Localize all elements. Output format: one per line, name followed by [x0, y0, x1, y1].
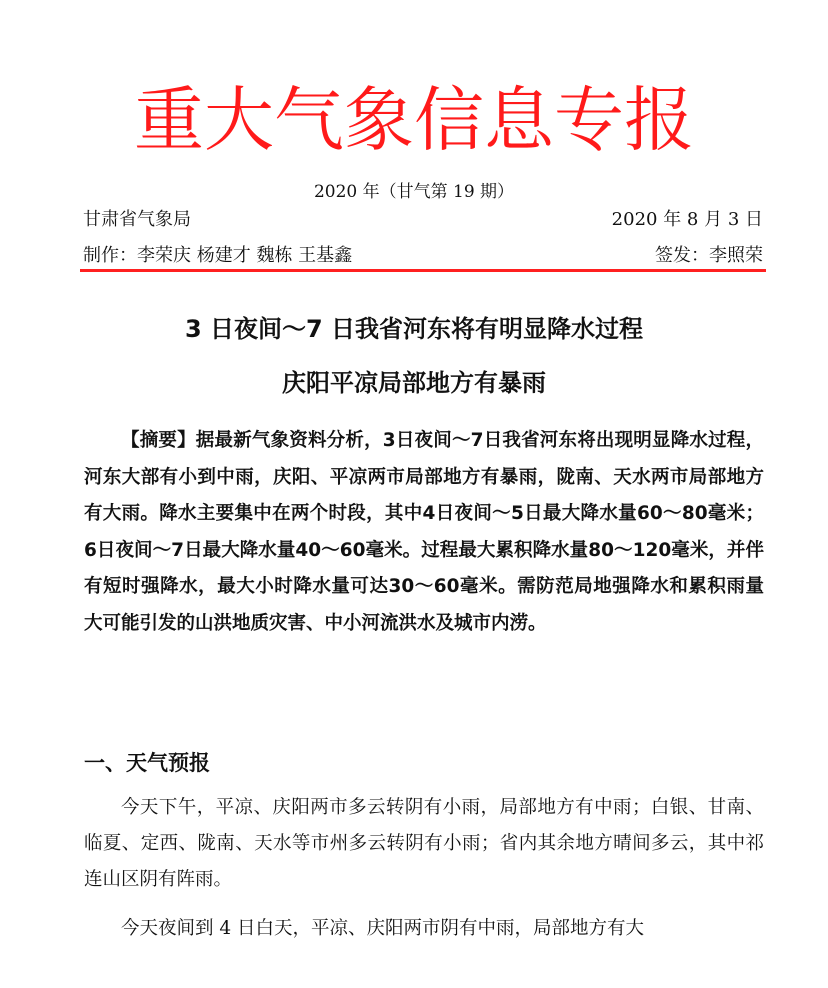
forecast-paragraph: 今天夜间到 4 日白天，平凉、庆阳两市阴有中雨，局部地方有大 [121, 918, 645, 939]
producers-signer-row [83, 241, 763, 271]
summary-paragraph: 【摘要】据最新气象资料分析，3日夜间～7日我省河东将出现明显降水过程，河东大部有小到中雨，庆阳、平凉两市局部地方有暴雨，陇南、天水两市局部地方有大雨。降水主要集中在两个时段，其中4日夜间～5日最大降水量60～80毫米；6日夜间～7日最大降水量40～60毫米。过程最大累积降水量80～120毫米，并伴有短时强降水，最大小时降水量可达30～60毫米。需防范局地强降水和累积雨量大可能引发的山洪地质灾害、中小河流洪水及城市内涝。 [84, 430, 764, 634]
headline-line-2: 庆阳平凉局部地方有暴雨 [282, 369, 546, 397]
section-heading-weather-forecast: 一、天气预报 [84, 751, 210, 775]
issue-number: 2020 年（甘气第 19 期） [313, 182, 515, 202]
issuer: 甘肃省气象局 [83, 209, 191, 230]
producers: 制作：李荣庆 杨建才 魏栋 王基鑫 [83, 245, 353, 266]
issuer-date-row [83, 205, 763, 235]
issue-date: 2020 年 8 月 3 日 [611, 209, 763, 230]
headline-line-1: 3 日夜间～7 日我省河东将有明显降水过程 [184, 315, 644, 343]
forecast-paragraph: 今天下午，平凉、庆阳两市多云转阴有小雨，局部地方有中雨；白银、甘南、临夏、定西、陇南、天水等市州多云转阴有小雨；省内其余地方晴间多云，其中祁连山区阴有阵雨。 [84, 797, 764, 890]
signer: 签发：李照荣 [655, 245, 763, 266]
red-divider [80, 269, 766, 272]
masthead-title: 重大气象信息专报 [134, 79, 694, 161]
